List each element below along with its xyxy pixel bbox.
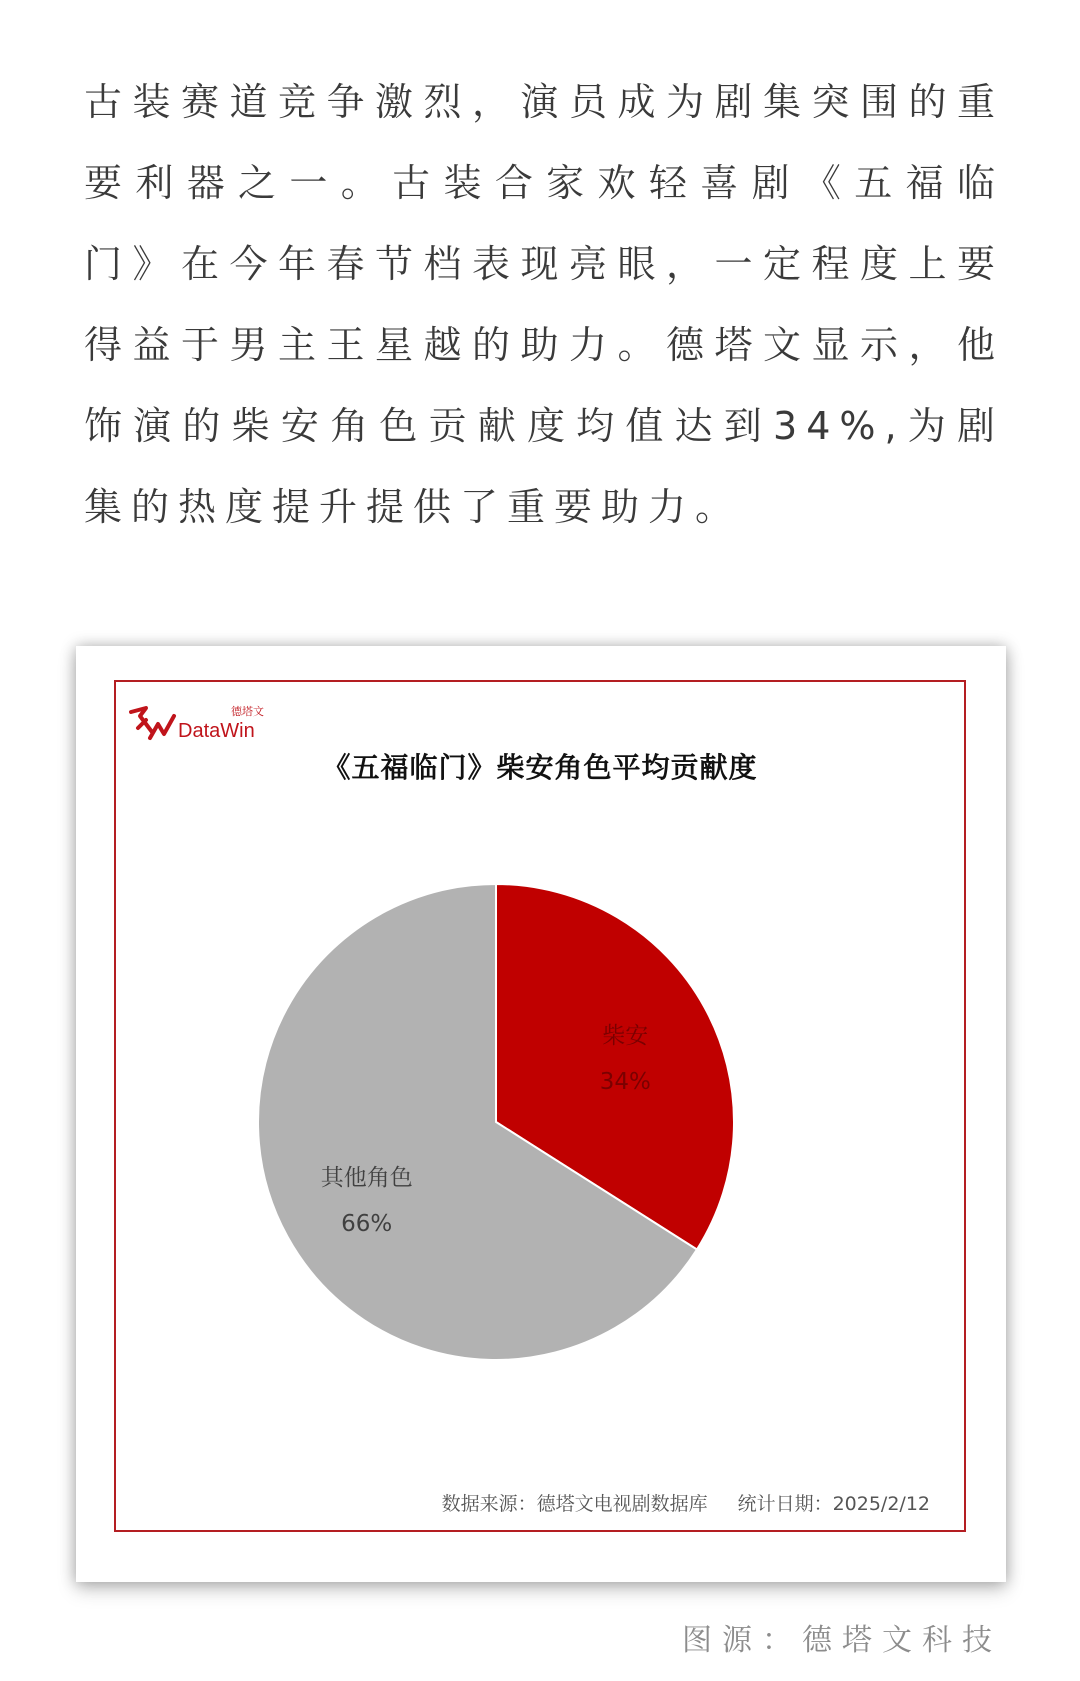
chart-title: 《五福临门》柴安角色平均贡献度 [322,751,758,784]
pie-value-label-1: 66% [341,1211,393,1238]
chart-card [76,646,1006,1582]
chart-footnote [442,1489,930,1516]
logo-brand-en: DataWin [178,720,255,742]
pie-label-0: 柴安 [602,1022,649,1049]
stat-date-note: 统计日期：2025/2/12 [737,1493,930,1515]
chart-frame [114,680,966,1532]
data-source-note: 数据来源：德塔文电视剧数据库 [441,1493,708,1515]
pie-value-label-0: 34% [599,1068,651,1095]
article-paragraph: 古装赛道竞争激烈，演员成为剧集突围的重要利器之一。古装合家欢轻喜剧《五福临门》在今年春节档表现亮眼，一定程度上要得益于男主王星越的助力。德塔文显示，他饰演的柴安角色贡献度均值达到34%,为剧集的热度提升提供了重要助力。 [84,80,1004,529]
pie-chart [116,682,964,1530]
image-credit: 图源：德塔文科技 [682,1623,1002,1658]
logo-brand-cn: 德塔文 [231,705,264,718]
pie-label-1: 其他角色 [320,1165,413,1192]
